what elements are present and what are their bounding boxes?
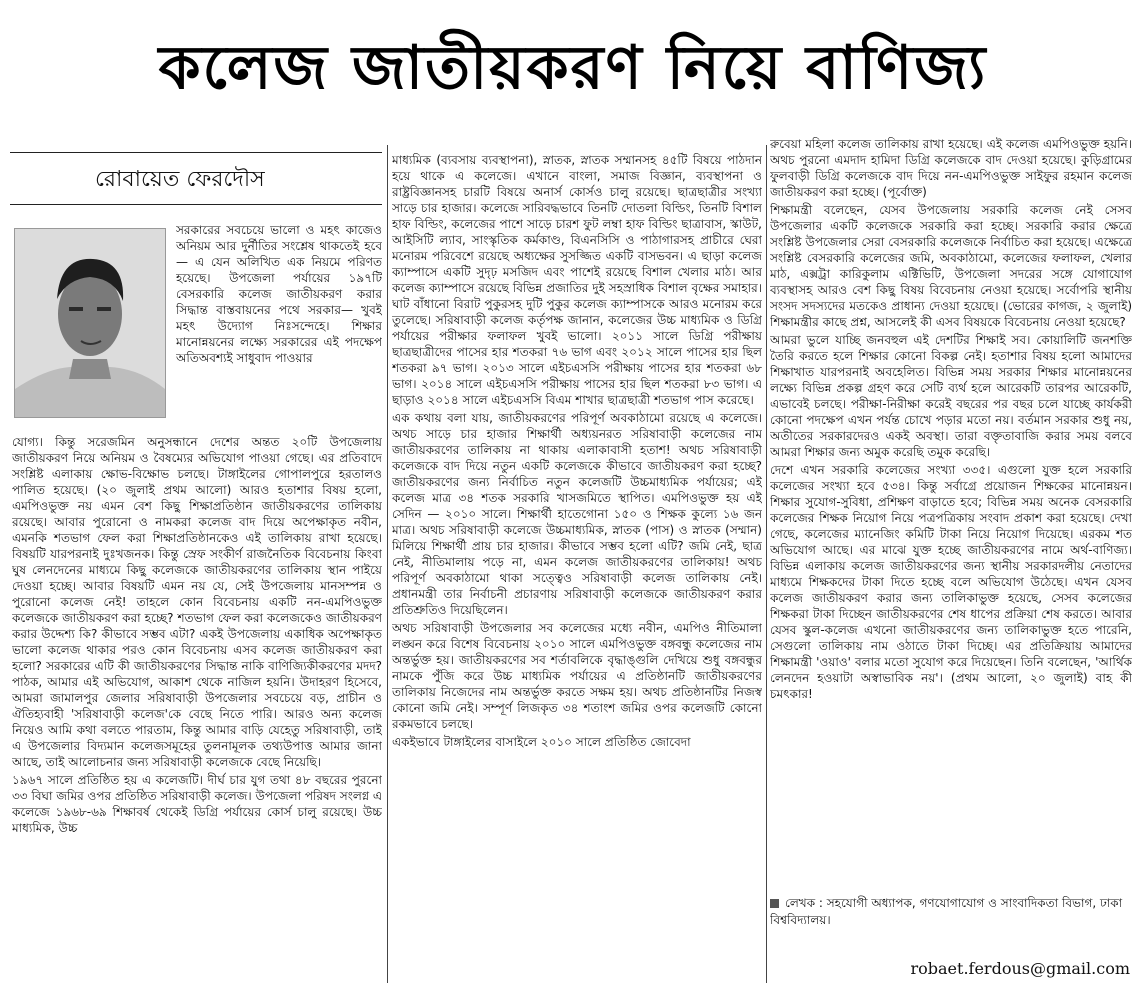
column-divider xyxy=(766,145,767,983)
paragraph: মাধ্যমিক (ব্যবসায় ব্যবস্থাপনা), স্নাতক, স্নাতক সম্মানসহ ৪৫টি বিষয়ে পাঠদান হয়ে থাকে এ কলেজে। এখানে বাংলা, সমাজ বিজ্ঞান, ব্যবস্থাপনা ও রাষ্ট্রবিজ্ঞানসহ চারটি বিষয়ে অনার্স কোর্সও চালু রয়েছে। ছাত্রছাত্রীর সংখ্যা সাড়ে চার হাজার। কলেজে সারিবদ্ধভাবে তিনটি দোতলা বিল্ডিং, তিনটি বিশাল হাফ বিল্ডিং, কলেজের পাশে সাড়ে চারশ ফুট লম্বা হাফ বিল্ডিং ছাত্রাবাস, স্কাউট, আইসিটি ল্যাব, সাংস্কৃতিক কর্মকাণ্ড, বিএনসিসি ও পাঠাগারসহ প্রাচীরে ঘেরা মনোরম পরিবেশে রয়েছে অধ্যক্ষের সুসজ্জিত একটি বাসভবন। এ ছাড়া কলেজ ক্যাম্পাসে একটি সুদৃঢ় মসজিদ এবং পাশেই রয়েছে বিশাল খেলার মাঠ। আর কলেজ ক্যাম্পাসে রয়েছে বিভিন্ন প্রজাতির দুই সহস্রাধিক বিশাল বৃক্ষের সমাহার। ঘাট বাঁধানো বিরাট পুকুরসহ দুটি পুকুর কলেজ ক্যাম্পাসকে আরও মনোরম করে তুলেছে। সরিষাবাড়ী কলেজ কর্তৃপক্ষ জানান, কলেজের উচ্চ মাধ্যমিক ও ডিগ্রি পর্যায়ের পরীক্ষার ফলাফল খুবই ভালো। ২০১১ সালে ডিগ্রি পরীক্ষায় ছাত্রছাত্রীদের পাসের হার শতকরা ৭৬ ভাগ এবং ২০১২ সালে পাসের হার ছিল শতকরা ৯৭ ভাগ। ২০১৩ সালে এইচএসসি পরীক্ষায় পাসের হার শতকরা ৬৮ ভাগ। ২০১৪ সালে এইচএসসি পরীক্ষায় পাসের হার ছিল শতকরা ৮৩ ভাগ। এ ছাড়াও ২০১৪ সালে এইচএসসি বিএম শাখার ছাত্রছাত্রী শতভাগ পাস করেছে। xyxy=(392,153,762,407)
headline: কলেজ জাতীয়করণ নিয়ে বাণিজ্য xyxy=(158,33,988,103)
column-divider xyxy=(387,145,388,983)
paragraph: দেশে এখন সরকারি কলেজের সংখ্যা ৩৩৫। এগুলো যুক্ত হলে সরকারি কলেজের সংখ্যা হবে ৫৩৪। কিন্তু সর্বাগ্রে প্রয়োজন শিক্ষকের মানোন্নয়ন। শিক্ষার সুযোগ-সুবিধা, প্রশিক্ষণ বাড়াতে হবে; বিভিন্ন সময় অনেক বেসরকারি কলেজের শিক্ষক নিয়োগ নিয়ে পত্রপত্রিকায় সংবাদ প্রকাশ করা হয়েছে। দেখা গেছে, কলেজের ম্যানেজিং কমিটি টাকা নিয়ে নিয়োগ দিয়েছে। এরকম শত অভিযোগ আছে। এর মাঝে যুক্ত হচ্ছে জাতীয়করণের নামে অর্থ-বাণিজ্য। বিভিন্ন এলাকায় কলেজ জাতীয়করণের জন্য স্থানীয় সরকারদলীয় নেতাদের মাধ্যমে শিক্ষকদের টাকা দিতে হচ্ছে বলে অভিযোগ উঠেছে। এখন যেসব কলেজ জাতীয়করণ করার জন্য তালিকাভুক্ত হয়েছে, সেসব কলেজের শিক্ষকরা টাকা দিচ্ছেন জাতীয়করণের শেষ ধাপের প্রক্রিয়া শেষ করতে। আবার যেসব স্কুল-কলেজ এখনো জাতীয়করণের জন্য তালিকাভুক্ত হতে পারেনি, সেগুলো তালিকায় নাম ওঠাতে টাকা দিচ্ছে। এর প্রতিক্রিয়ায় আমাদের শিক্ষামন্ত্রী 'ওয়াও' বলার মতো সুযোগ করে দিয়েছেন। তিনি বলেছেন, 'আর্থিক লেনদেন হওয়াটা অস্বাভাবিক নয়'। (প্রথম আলো, ২০ জুলাই) বাহ কী চমৎকার! xyxy=(770,463,1132,701)
byline: রোবায়েত ফেরদৌস xyxy=(95,167,265,192)
paragraph: রুবেয়া মহিলা কলেজ তালিকায় রাখা হয়েছে। এই কলেজ এমপিওভুক্ত হয়নি। অথচ পুরনো এমদাদ হামিদা ডিগ্রি কলেজকে বাদ দেওয়া হয়েছে। কুড়িগ্রামের ফুলবাড়ী ডিগ্রি কলেজকে বাদ দিয়ে নন-এমপিওভুক্ত সাইফুর রহমান কলেজ জাতীয়করণ করা হচ্ছে। (পূর্বোক্ত) xyxy=(770,137,1132,199)
column-2-body xyxy=(392,152,762,984)
paragraph: অথচ সরিষাবাড়ী উপজেলার সব কলেজের মধ্যে নবীন, এমপিও নীতিমালা লঙ্ঘন করে বিশেষ বিবেচনায় ২০১০ সালে এমপিওভুক্ত বঙ্গবন্ধু কলেজের নাম অন্তর্ভুক্ত হয়। জাতীয়করণের সব শর্তাবলিকে বৃদ্ধাঙ্গুলি দেখিয়ে শুধু বঙ্গবন্ধুর নামকে পুঁজি করে উচ্চ মাধ্যমিক পর্যায়ের এ প্রতিষ্ঠানটি জাতীয়করণের তালিকায় নিজেদের নাম অন্তর্ভুক্ত করতে সক্ষম হয়। অথচ প্রতিষ্ঠানটির নিজস্ব কোনো জমি নেই। সম্পূর্ণ লিজকৃত ৩৪ শতাংশ জমির ওপর কলেজটি কোনো রকমভাবে চলছে। xyxy=(392,621,762,731)
bullet-square-icon xyxy=(770,899,779,908)
author-email[interactable]: robaet.ferdous@gmail.com xyxy=(910,959,1130,978)
author-photo xyxy=(14,228,166,418)
column-3-body xyxy=(770,136,1132,890)
column-1-body xyxy=(12,434,382,982)
credit-text: লেখক : সহযোগী অধ্যাপক, গণযোগাযোগ ও সাংবাদিকতা বিভাগ, ঢাকা বিশ্ববিদ্যালয়। xyxy=(770,896,1123,927)
byline-top-rule xyxy=(10,152,382,153)
byline-bottom-rule xyxy=(10,204,382,205)
column-1-intro: সরকারের সবচেয়ে ভালো ও মহৎ কাজেও অনিয়ম আর দুর্নীতির সংশ্লেষ থাকতেই হবে— এ যেন অলিখিত এক নিয়মে পরিণত হয়েছে। উপজেলা পর্যায়ের ১৯৭টি বেসরকারি কলেজ জাতীয়করণ করার সিদ্ধান্ত বাস্তবায়নের পথে সরকার— খুবই মহৎ উদ্যোগ নিঃসন্দেহে। শিক্ষার মানোন্নয়নের লক্ষ্যে সরকারের এই পদক্ষেপ অতিঅবশ্যই সাধুবাদ পাওয়ার xyxy=(176,223,382,365)
paragraph: যোগ্য। কিন্তু সরেজমিন অনুসন্ধানে দেশের অন্তত ২০টি উপজেলায় জাতীয়করণ নিয়ে অনিয়ম ও বৈষম্যের অভিযোগ পাওয়া গেছে। এর প্রতিবাদে সংশ্লিষ্ট এলাকায় ক্ষোভ-বিক্ষোভ চলছে। টাঙ্গাইলের গোপালপুরে হরতালও পালিত হয়েছে। (২০ জুলাই প্রথম আলো) আরও হতাশার বিষয় হলো, এমপিওভুক্ত নয় এমন বেশ কিছু শিক্ষাপ্রতিষ্ঠান জাতীয়করণের তালিকায় রয়েছে। আবার পুরোনো ও নামকরা কলেজ বাদ দিয়ে অপেক্ষাকৃত নবীন, এমনকি শতভাগ ফেল করা শিক্ষাপ্রতিষ্ঠানকেও এই তালিকায় রাখা হয়েছে। বিষয়টি যারপরনাই দুঃখজনক। কিন্তু স্রেফ সংকীর্ণ রাজনৈতিক বিবেচনায় কিংবা ঘুষ লেনদেনের মাধ্যমে কিছু কলেজকে জাতীয়করণের তালিকায় স্থান পাইয়ে দেওয়া হচ্ছে। আবার বিষয়টি এমন নয় যে, সেই উপজেলায় মানসম্পন্ন ও পুরোনো কলেজ নেই! তাহলে কোন বিবেচনায় একটি নন-এমপিওভুক্ত কলেজকে জাতীয়করণ করা হচ্ছে? শতভাগ ফেল করা কলেজকেও জাতীয়করণ করার উদ্দেশ্য কি? কীভাবে সম্ভব এটা? একই উপজেলায় একাধিক অপেক্ষাকৃত ভালো কলেজ থাকার পরও কোন বিবেচনায় এসব কলেজ জাতীয়করণ করা হলো? সরকারের এটি কী জাতীয়করণের সিদ্ধান্ত নাকি বাণিজ্যিকীকরণের মদদ? পাঠক, আমার এই অভিযোগ, আকাশ থেকে নাজিল হয়নি। উদাহরণ হিসেবে, আমরা জামালপুর জেলার সরিষাবাড়ী উপজেলার সবচেয়ে বড়, প্রাচীন ও ঐতিহ্যবাহী 'সরিষাবাড়ী কলেজ'কে বেছে নিতে পারি। আরও অন্য কলেজ নিয়েও আমি কথা বলতে পারতাম, কিন্তু আমার বাড়ি যেহেতু সরিষাবাড়ী, তাই এ উপজেলার বিদ্যমান কলেজসমূহের তুলনামূলক তথ্যউপাত্ত আমার জানা আছে, তাই আলোচনার জন্য সরিষাবাড়ী কলেজকে বেছে নিয়েছি। xyxy=(12,435,382,769)
paragraph: এক কথায় বলা যায়, জাতীয়করণের পরিপূর্ণ অবকাঠামো রয়েছে এ কলেজে। অথচ সাড়ে চার হাজার শিক্ষার্থী অধ্যয়নরত সরিষাবাড়ী কলেজের নাম জাতীয়করণের তালিকায় না থাকায় এলাকাবাসী হতাশ! অথচ সরিষাবাড়ী কলেজকে বাদ দিয়ে নতুন একটি কলেজকে কীভাবে জাতীয়করণ করা হচ্ছে? জাতীয়করণের জন্য নির্বাচিত নতুন কলেজটি উচ্চমাধ্যমিক পর্যায়ের; এই কলেজ মাত্র ৩৪ শতক সরকারি খাসজমিতে স্থাপিত। এমপিওভুক্ত হয় এই সেদিন — ২০১০ সালে। শিক্ষার্থী হাতেগোনা ১৫০ ও শিক্ষক কুল্যে ১৬ জন মাত্র। অথচ সরিষাবাড়ী কলেজে উচ্চমাধ্যমিক, স্নাতক (পাস) ও স্নাতক (সম্মান) মিলিয়ে শিক্ষার্থী প্রায় চার হাজার। কীভাবে সম্ভব হলো এটি? জমি নেই, ছাত্র নেই, নীতিমালায় পড়ে না, এমন কলেজ জাতীয়করণের তালিকায়! অথচ পরিপূর্ণ অবকাঠামো থাকা সত্ত্বেও সরিষাবাড়ী কলেজ তালিকায় নেই। প্রধানমন্ত্রী তার নির্বাচনী প্রচারণায় সরিষাবাড়ী কলেজকে জাতীয়করণ করার প্রতিশ্রুতিও দিয়েছিলেন। xyxy=(392,411,762,617)
author-credit xyxy=(770,895,1132,929)
paragraph: একইভাবে টাঙ্গাইলের বাসাইলে ২০১০ সালে প্রতিষ্ঠিত জোবেদা xyxy=(392,735,691,749)
paragraph: শিক্ষামন্ত্রী বলেছেন, যেসব উপজেলায় সরকারি কলেজ নেই সেসব উপজেলার একটি কলেজকে সরকারি করা হচ্ছে। সরকারি করার ক্ষেত্রে সংশ্লিষ্ট উপজেলার সেরা বেসরকারি কলেজকে নির্বাচিত করা হয়েছে। এক্ষেত্রে সংশ্লিষ্ট বেসরকারি কলেজের জমি, অবকাঠামো, কলেজের ফলাফল, খেলার মাঠ, এক্সট্রা কারিকুলাম এক্টিভিটি, উপজেলা সদরের সঙ্গে যোগাযোগ ব্যবস্থাসহ আরও বেশ কিছু বিষয় বিবেচনায় নেওয়া হয়েছে। সর্বোপরি স্থানীয় সংসদ সদস্যদের মতকেও প্রাধান্য দেওয়া হয়েছে। (ভোরের কাগজ, ২ জুলাই) শিক্ষামন্ত্রীর কাছে প্রশ্ন, আসলেই কী এসব বিষয়কে বিবেচনায় নেওয়া হয়েছে? xyxy=(770,203,1132,329)
paragraph: ১৯৬৭ সালে প্রতিষ্ঠিত হয় এ কলেজটি। দীর্ঘ চার যুগ তথা ৪৮ বছরের পুরনো ৩৩ বিঘা জমির ওপর প্রতিষ্ঠিত সরিষাবাড়ী কলেজ। উপজেলা পরিষদ সংলগ্ন এ কলেজে ১৯৬৮-৬৯ শিক্ষাবর্ষ থেকেই ডিগ্রি পর্যায়ের কোর্স চালু রয়েছে। উচ্চ মাধ্যমিক, উচ্চ xyxy=(12,773,382,835)
paragraph: আমরা ভুলে যাচ্ছি জনবহুল এই দেশটির শিক্ষাই সব। কোয়ালিটি জনশক্তি তৈরি করতে হলে শিক্ষার কোনো বিকল্প নেই। হতাশার বিষয় হলো আমাদের শিক্ষাখাত যারপরনাই অবহেলিত। বিভিন্ন সময় সরকার শিক্ষার মানোন্নয়নের লক্ষ্যে বিভিন্ন প্রকল্প গ্রহণ করে সেটি ব্যর্থ হলে আরেকটি তারপর আরেকটি, এভাবেই চলছে। পরীক্ষা-নিরীক্ষা করেই বছরের পর বছর চলে যাচ্ছে কার্যকরী কোনো পদক্ষেপ এখন পর্যন্ত চোখে পড়ার মতো নয়। বর্তমান সরকার শুধু নয়, অতীতের সরকারদেরও একই অবস্থা। তারা বক্তৃতাবাজি করার সময় বলবে আমরা শিক্ষার জন্য অমুক করেছি তমুক করেছি। xyxy=(770,333,1132,459)
